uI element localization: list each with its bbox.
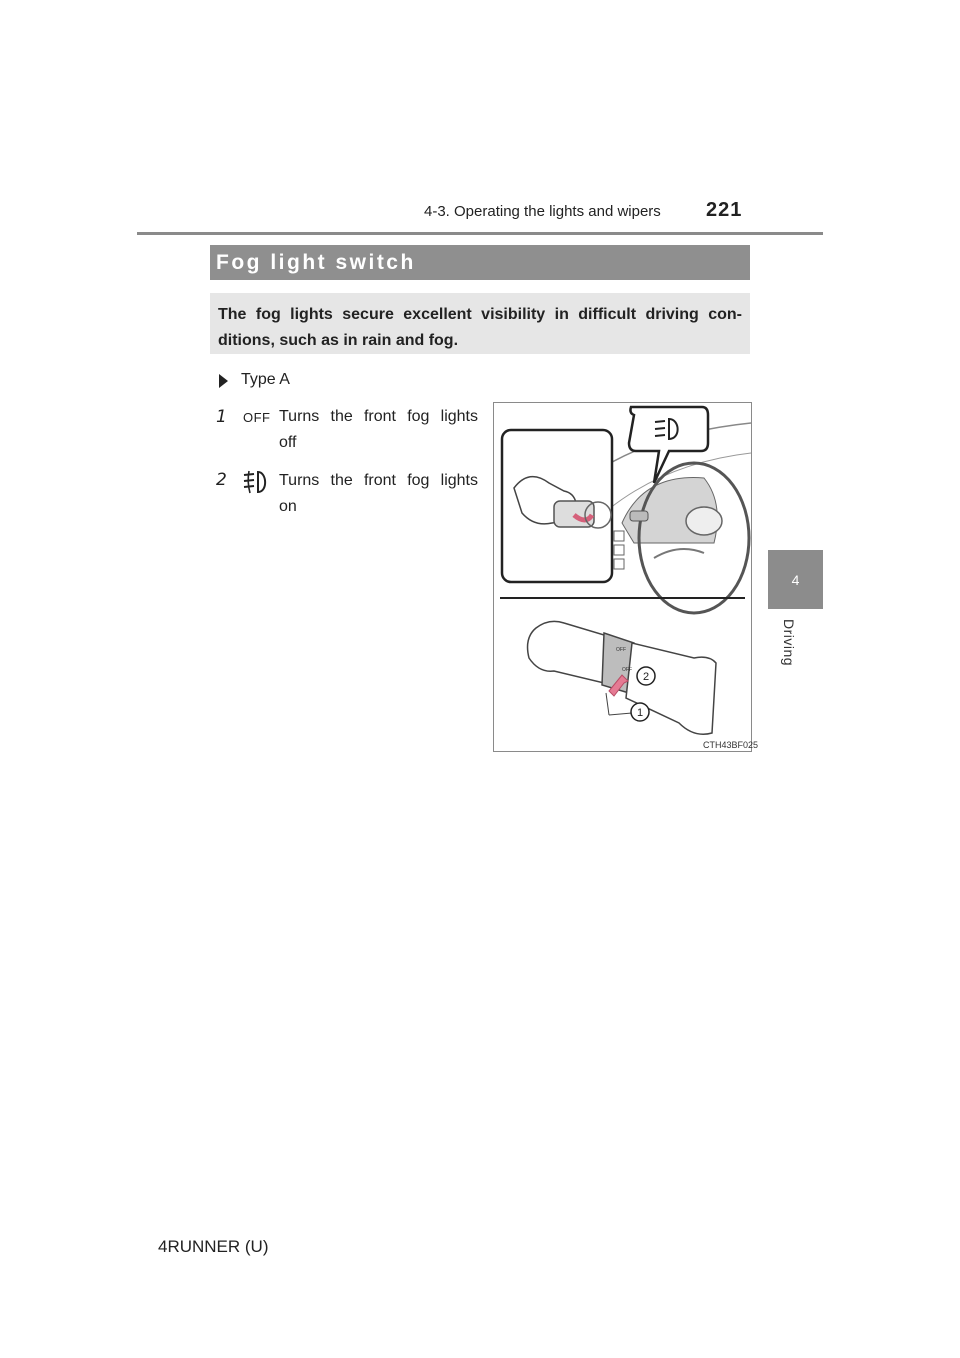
off-symbol-icon: OFF [243,410,271,425]
illustration-code: CTH43BF025 [703,740,759,750]
front-fog-light-icon [241,468,271,496]
type-label: Type A [241,371,290,388]
step-text-line: Turns the front fog lights [279,472,478,489]
vehicle-model: 4RUNNER (U) [158,1237,269,1256]
intro-box [210,293,750,354]
section-title: Fog light switch [216,250,416,274]
intro-text: The fog lights secure excellent visibility in difficult driving con-ditions, such as in rain and fog. [218,306,742,349]
lever-label: OFF [616,647,626,653]
section-title-bar [210,245,750,280]
step-text-line: off [279,434,297,451]
illustration-drawing [494,403,751,751]
step-number: 1 [216,407,227,427]
chapter-tab-number: 4 [791,572,800,588]
page-number: 221 [706,199,743,221]
header-divider [137,232,823,235]
step-text-line: on [279,498,297,515]
lever-label: OFF [622,667,632,673]
callout-2-label: 2 [642,671,650,683]
callout-1-label: 1 [636,707,644,719]
section-reference: 4-3. Operating the lights and wipers [424,203,661,220]
step-number: 2 [216,470,227,490]
step-text-line: Turns the front fog lights [279,408,478,425]
chapter-tab-label: Driving [781,619,797,667]
fog-light-switch-illustration [493,402,752,752]
bullet-arrow-icon [219,374,228,388]
